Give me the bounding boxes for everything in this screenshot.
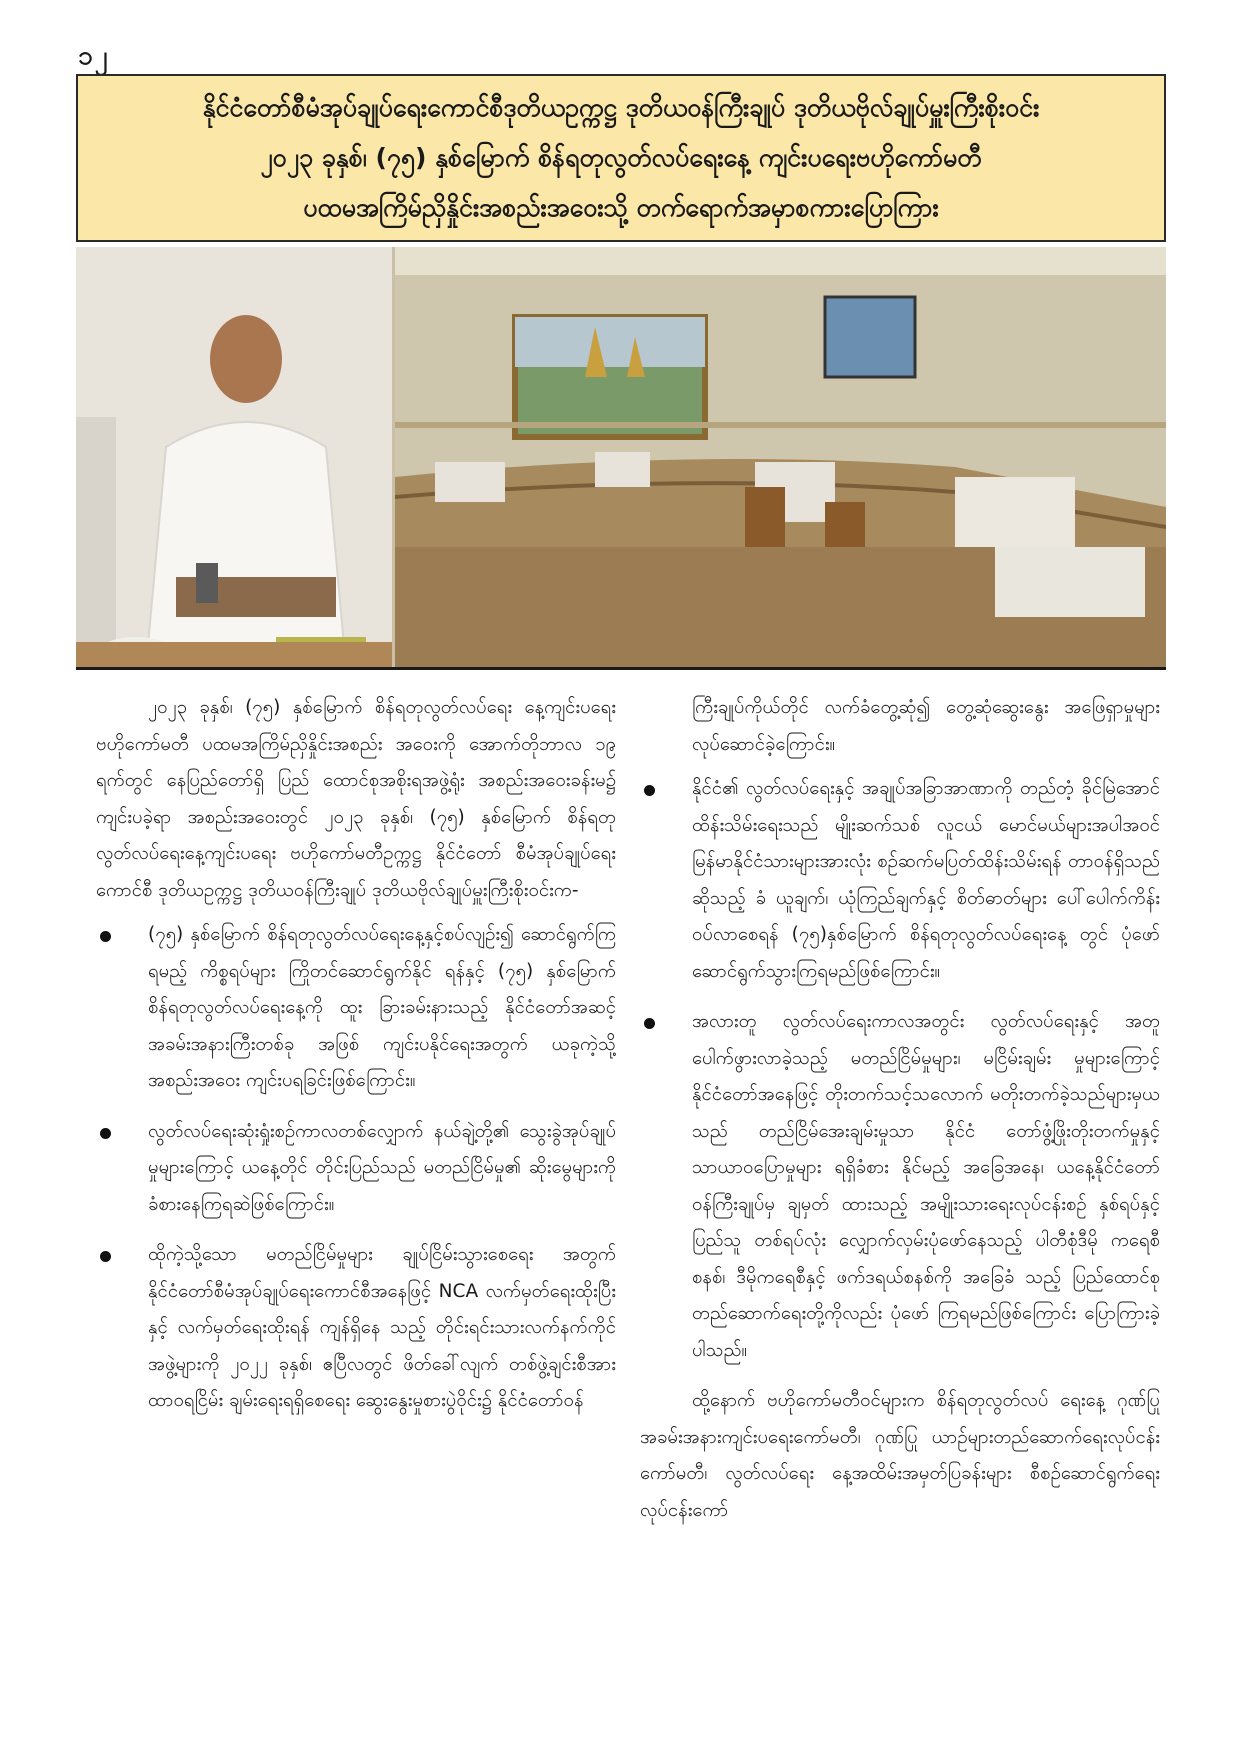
bullet-icon	[100, 1251, 111, 1262]
meeting-hall-illustration	[395, 247, 1166, 667]
speaker-photo	[76, 247, 392, 667]
bullet-icon	[644, 1018, 655, 1029]
bullet-icon	[100, 1128, 111, 1139]
article-intro-paragraph: ၂၀၂၃ ခုနှစ်၊ (၇၅) နှစ်မြောက် စိန်ရတုလွတ်လပ်ရေး နေ့ကျင်းပရေး ဗဟိုကော်မတီ ပထမအကြိမ်ညှိနှိုင်းအစည်း အဝေးကို အောက်တိုဘာလ ၁၉ ရက်တွင် နေပြည်တော်ရှိ ပြည် ထောင်စုအစိုးရအဖွဲ့ရုံး အစည်းအဝေးခန်းမ၌ ကျင်းပခဲ့ရာ အစည်းအဝေးတွင် ၂၀၂၃ ခုနှစ်၊ (၇၅) နှစ်မြောက် စိန်ရတု လွတ်လပ်ရေးနေ့ကျင်းပရေး ဗဟိုကော်မတီဥက္ကဋ္ဌ နိုင်ငံတော် စီမံအုပ်ချုပ်ရေးကောင်စီ ဒုတိယဥက္ကဋ္ဌ ဒုတိယဝန်ကြီးချုပ် ဒုတိယဗိုလ်ချုပ်မှူးကြီးစိုးဝင်းက-	[96, 697, 616, 901]
page-number: ၁၂	[78, 41, 110, 71]
continuation-paragraph: ကြီးချုပ်ကိုယ်တိုင် လက်ခံတွေ့ဆုံ၍ တွေ့ဆုံဆွေးနွေး အဖြေရှာမှုများ လုပ်ဆောင်ခဲ့ကြောင်း။	[692, 697, 1160, 755]
article-column-left	[96, 690, 616, 1434]
meeting-hall-photo	[395, 247, 1166, 667]
bullet-text: နိုင်ငံ၏ လွတ်လပ်ရေးနှင့် အချုပ်အခြာအာဏာကို တည်တံ့ ခိုင်မြဲအောင် ထိန်းသိမ်းရေးသည် မျိုးဆက်သစ် လူငယ် မောင်မယ်များအပါအဝင် မြန်မာနိုင်ငံသားများအားလုံး စဉ်ဆက်မပြတ်ထိန်းသိမ်းရန် တာဝန်ရှိသည်ဆိုသည့် ခံ ယူချက်၊ ယုံကြည်ချက်နှင့် စိတ်ဓာတ်များ ပေါ်ပေါက်ကိန်း ဝပ်လာစေရန် (၇၅)နှစ်မြောက် စိန်ရတုလွတ်လပ်ရေးနေ့ တွင် ပုံဖော်ဆောင်ရွက်သွားကြရမည်ဖြစ်ကြောင်း။	[692, 778, 1160, 982]
bullet-text: လွတ်လပ်ရေးဆုံးရှုံးစဉ်ကာလတစ်လျှောက် နယ်ချဲ့တို့၏ သွေးခွဲအုပ်ချုပ်မှုများကြောင့် ယနေ့တိုင် တိုင်းပြည်သည် မတည်ငြိမ်မှု၏ ဆိုးမွေများကို ခံစားနေကြရဆဲဖြစ်ကြောင်း။	[148, 1120, 616, 1215]
list-item	[96, 1114, 616, 1224]
bullet-list-left	[96, 917, 616, 1420]
bullet-list-right	[640, 771, 1160, 1369]
bullet-text: ထိုကဲ့သို့သော မတည်ငြိမ်မှုများ ချုပ်ငြိမ်းသွားစေရေး အတွက် နိုင်ငံတော်စီမံအုပ်ချုပ်ရေးကောင်စီအနေဖြင့် NCA လက်မှတ်ရေးထိုးပြီးနှင့် လက်မှတ်ရေးထိုးရန် ကျန်ရှိနေ သည့် တိုင်းရင်းသားလက်နက်ကိုင်အဖွဲ့များကို ၂၀၂၂ ခုနှစ်၊ ဧပြီလတွင် ဖိတ်ခေါ်လျက် တစ်ဖွဲ့ချင်းစီအား ထာဝရငြိမ်း ချမ်းရေးရရှိစေရေး ဆွေးနွေးမှုစားပွဲဝိုင်း၌ နိုင်ငံတော်ဝန်	[148, 1244, 616, 1411]
headline-line-1: နိုင်ငံတော်စီမံအုပ်ချုပ်ရေးကောင်စီဒုတိယဥက္ကဋ္ဌ ဒုတိယဝန်ကြီးချုပ် ဒုတိယဗိုလ်ချုပ်မှူးကြီးစိုးဝင်း	[202, 93, 1040, 122]
headline-line-3: ပထမအကြိမ်ညှိနှိုင်းအစည်းအဝေးသို့ တက်ရောက်အမှာစကားပြောကြား	[303, 193, 939, 222]
bullet-text: အလားတူ လွတ်လပ်ရေးကာလအတွင်း လွတ်လပ်ရေးနှင့် အတူ ပေါက်ဖွားလာခဲ့သည့် မတည်ငြိမ်မှုများ၊ မငြိမ်းချမ်း မှုများကြောင့် နိုင်ငံတော်အနေဖြင့် တိုးတက်သင့်သလောက် မတိုးတက်ခဲ့သည်များမှယသည် တည်ငြိမ်အေးချမ်းမှုသာ နိုင်ငံ တော်ဖွံ့ဖြိုးတိုးတက်မှုနှင့် သာယာဝပြောမှုများ ရရှိခံစား နိုင်မည့် အခြေအနေ၊ ယနေ့နိုင်ငံတော်ဝန်ကြီးချုပ်မှ ချမှတ် ထားသည့် အမျိုးသားရေးလုပ်ငန်းစဉ် နှစ်ရပ်နှင့် ပြည်သူ တစ်ရပ်လုံး လျှောက်လှမ်းပုံဖော်နေသည့် ပါတီစုံဒီမို ကရေစီစနစ်၊ ဒီမိုကရေစီနှင့် ဖက်ဒရယ်စနစ်ကို အခြေခံ သည့် ပြည်ထောင်စုတည်ဆောက်ရေးတို့ကိုလည်း ပုံဖော် ကြရမည်ဖြစ်ကြောင်း ပြောကြားခဲ့ပါသည်။	[692, 1011, 1160, 1361]
bullet-icon	[100, 931, 111, 942]
list-item	[640, 771, 1160, 990]
speaker-photo-illustration	[76, 247, 392, 667]
list-item	[96, 1237, 616, 1420]
bullet-text: (၇၅) နှစ်မြောက် စိန်ရတုလွတ်လပ်ရေးနေ့နှင့်စပ်လျဉ်း၍ ဆောင်ရွက်ကြရမည့် ကိစ္စရပ်များ ကြိုတင်ဆောင်ရွက်နိုင် ရန်နှင့် (၇၅) နှစ်မြောက် စိန်ရတုလွတ်လပ်ရေးနေ့ကို ထူး ခြားခမ်းနားသည့် နိုင်ငံတော်အဆင့်အခမ်းအနားကြီးတစ်ခု အဖြစ် ကျင်းပနိုင်ရေးအတွက် ယခုကဲ့သို့ အစည်းအဝေး ကျင်းပရခြင်းဖြစ်ကြောင်း။	[148, 924, 616, 1091]
closing-paragraph: ထို့နောက် ဗဟိုကော်မတီဝင်များက စိန်ရတုလွတ်လပ် ရေးနေ့ ဂုဏ်ပြုအခမ်းအနားကျင်းပရေးကော်မတီ၊ ဂုဏ်ပြု ယာဉ်များတည်ဆောက်ရေးလုပ်ငန်းကော်မတီ၊ လွတ်လပ်ရေး နေ့အထိမ်းအမှတ်ပြခန်းများ စီစဉ်ဆောင်ရွက်ရေးလုပ်ငန်းကော်	[640, 1390, 1160, 1521]
headline-box	[76, 74, 1166, 242]
headline-line-2: ၂၀၂၃ ခုနှစ်၊ (၇၅) နှစ်မြောက် စိန်ရတုလွတ်လပ်ရေးနေ့ ကျင်းပရေးဗဟိုကော်မတီ	[260, 143, 982, 172]
list-item	[640, 1004, 1160, 1369]
photo-strip	[76, 247, 1166, 670]
bullet-icon	[644, 785, 655, 796]
article-column-right	[640, 690, 1160, 1535]
list-item	[96, 917, 616, 1100]
